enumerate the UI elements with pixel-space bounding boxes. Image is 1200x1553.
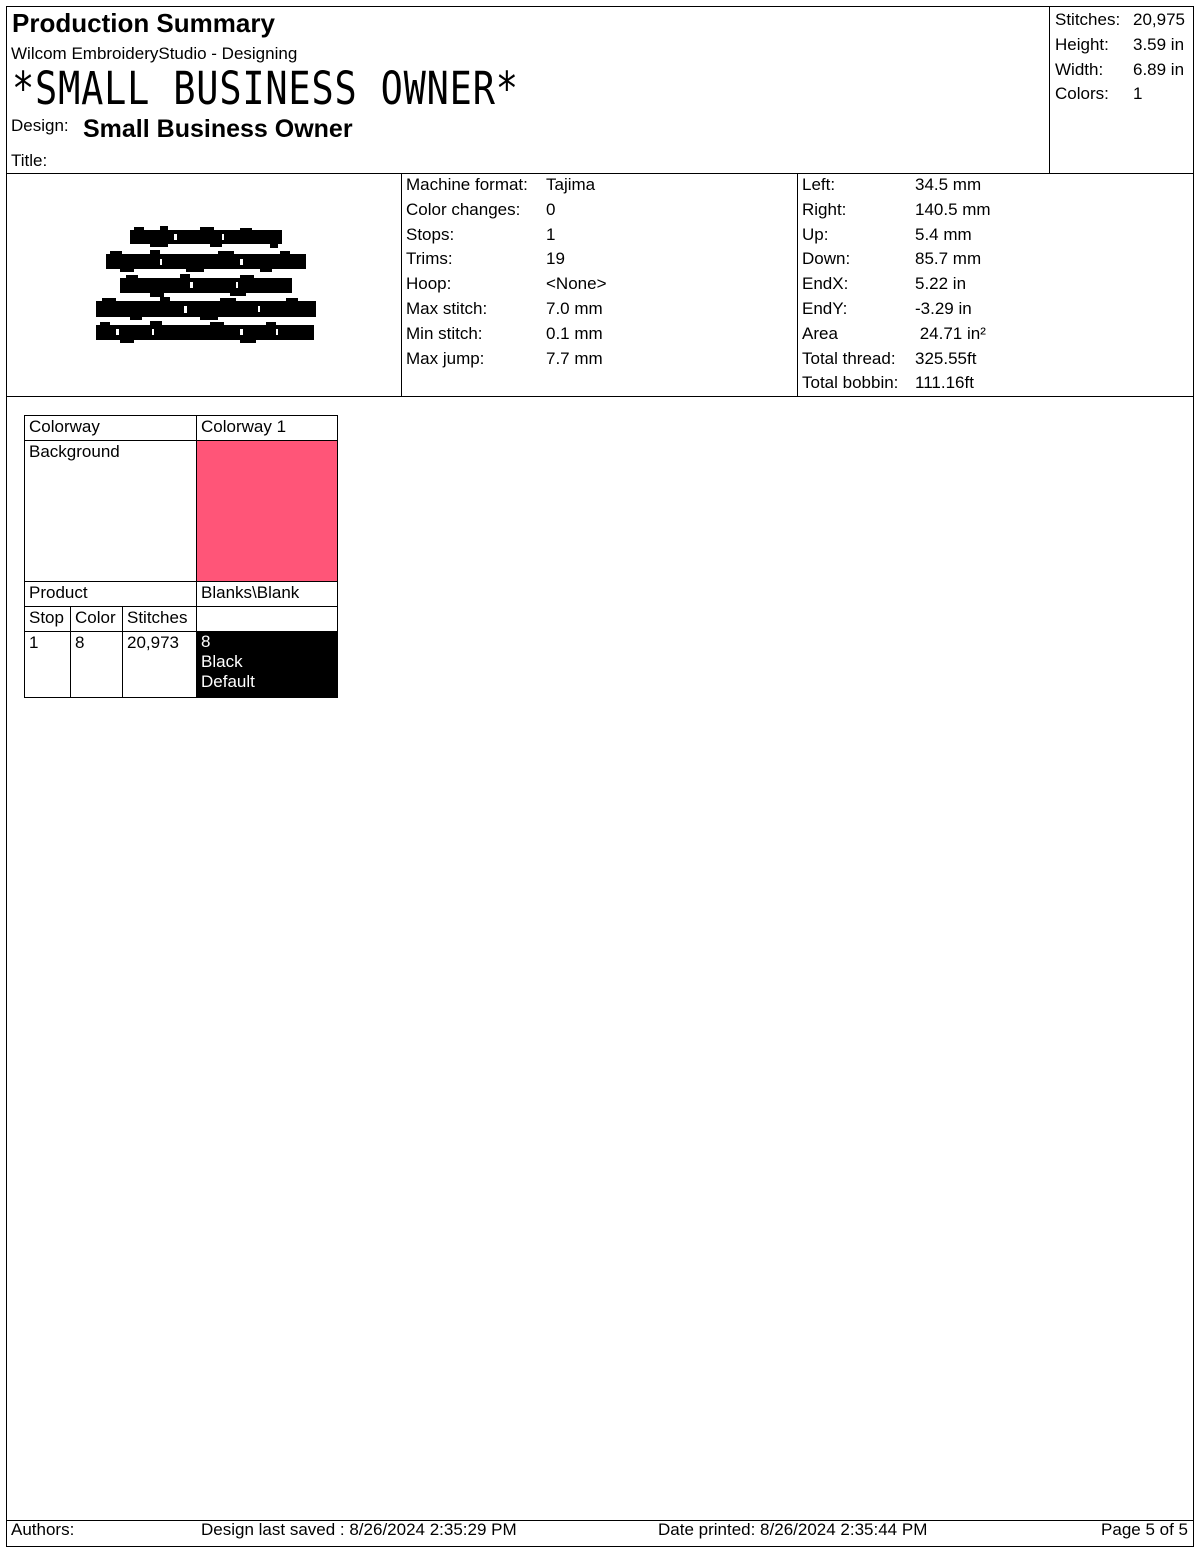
column-color: Color	[71, 607, 123, 632]
product-row	[25, 582, 338, 607]
software-name: Wilcom EmbroideryStudio - Designing	[11, 44, 298, 63]
colorway-table	[24, 415, 338, 698]
stat-min-stitch: Min stitch: 0.1 mm	[406, 323, 603, 343]
title-label: Title:	[11, 151, 48, 170]
footer-last-saved: Design last saved : 8/26/2024 2:35:29 PM	[201, 1520, 517, 1539]
row-stop: 1	[25, 632, 71, 698]
stat-area: Area 24.71 in²	[802, 323, 986, 343]
stat-hoop: Hoop: <None>	[406, 274, 607, 294]
footer-divider	[6, 1520, 1194, 1521]
stat-stops: Stops: 1	[406, 224, 556, 244]
stat-up: Up: 5.4 mm	[802, 224, 972, 244]
row-color: 8	[71, 632, 123, 698]
thread-chart: Default	[201, 672, 255, 691]
stat-endx: EndX: 5.22 in	[802, 274, 967, 294]
thread-header-row	[25, 607, 338, 632]
stats-divider	[6, 396, 1194, 397]
stat-down: Down: 85.7 mm	[802, 249, 982, 269]
design-name: Small Business Owner	[83, 115, 353, 143]
machine-divider	[797, 173, 798, 396]
stat-right: Right: 140.5 mm	[802, 199, 991, 219]
stat-stitches: Stitches: 20,975	[1055, 10, 1185, 29]
design-preview-image	[90, 224, 320, 346]
stat-endy: EndY: -3.29 in	[802, 298, 972, 318]
extent-stats	[802, 173, 991, 396]
stat-color-changes: Color changes: 0	[406, 199, 556, 219]
summary-divider	[1049, 6, 1050, 173]
background-label: Background	[25, 441, 197, 582]
stat-max-stitch: Max stitch: 7.0 mm	[406, 298, 603, 318]
colorway-name: Colorway 1	[197, 416, 338, 441]
product-label: Product	[25, 582, 197, 607]
footer-authors: Authors:	[11, 1520, 75, 1539]
table-row	[25, 632, 338, 698]
thread-number: 8	[201, 632, 211, 651]
stat-height: Height: 3.59 in	[1055, 34, 1185, 54]
page-title: Production Summary	[12, 8, 275, 38]
summary-stats	[1055, 8, 1185, 107]
stat-trims: Trims: 19	[406, 249, 565, 269]
background-row	[25, 441, 338, 582]
stat-colors: Colors: 1	[1055, 84, 1143, 104]
thread-name: Black	[201, 652, 243, 671]
footer-date-printed: Date printed: 8/26/2024 2:35:44 PM	[658, 1520, 928, 1539]
stat-left: Left: 34.5 mm	[802, 175, 982, 194]
preview-divider	[401, 173, 402, 396]
row-stitches: 20,973	[123, 632, 197, 698]
stat-total-bobbin: Total bobbin: 111.16ft	[802, 373, 974, 393]
column-stitches: Stitches	[123, 607, 197, 632]
colorway-label: Colorway	[25, 416, 197, 441]
product-value: Blanks\Blank	[197, 582, 338, 607]
stat-width: Width: 6.89 in	[1055, 59, 1185, 79]
colorway-header-row	[25, 416, 338, 441]
column-stop: Stop	[25, 607, 71, 632]
machine-stats	[406, 173, 607, 371]
column-thread	[197, 607, 338, 632]
thread-swatch	[197, 632, 338, 698]
stat-max-jump: Max jump: 7.7 mm	[406, 348, 603, 368]
design-banner: *SMALL BUSINESS OWNER*	[12, 62, 519, 115]
stat-total-thread: Total thread: 325.55ft	[802, 348, 977, 368]
stat-machine-format: Machine format: Tajima	[406, 175, 596, 194]
background-swatch	[197, 441, 338, 582]
design-label: Design:	[11, 116, 69, 135]
footer-page-number: Page 5 of 5	[1101, 1520, 1188, 1539]
